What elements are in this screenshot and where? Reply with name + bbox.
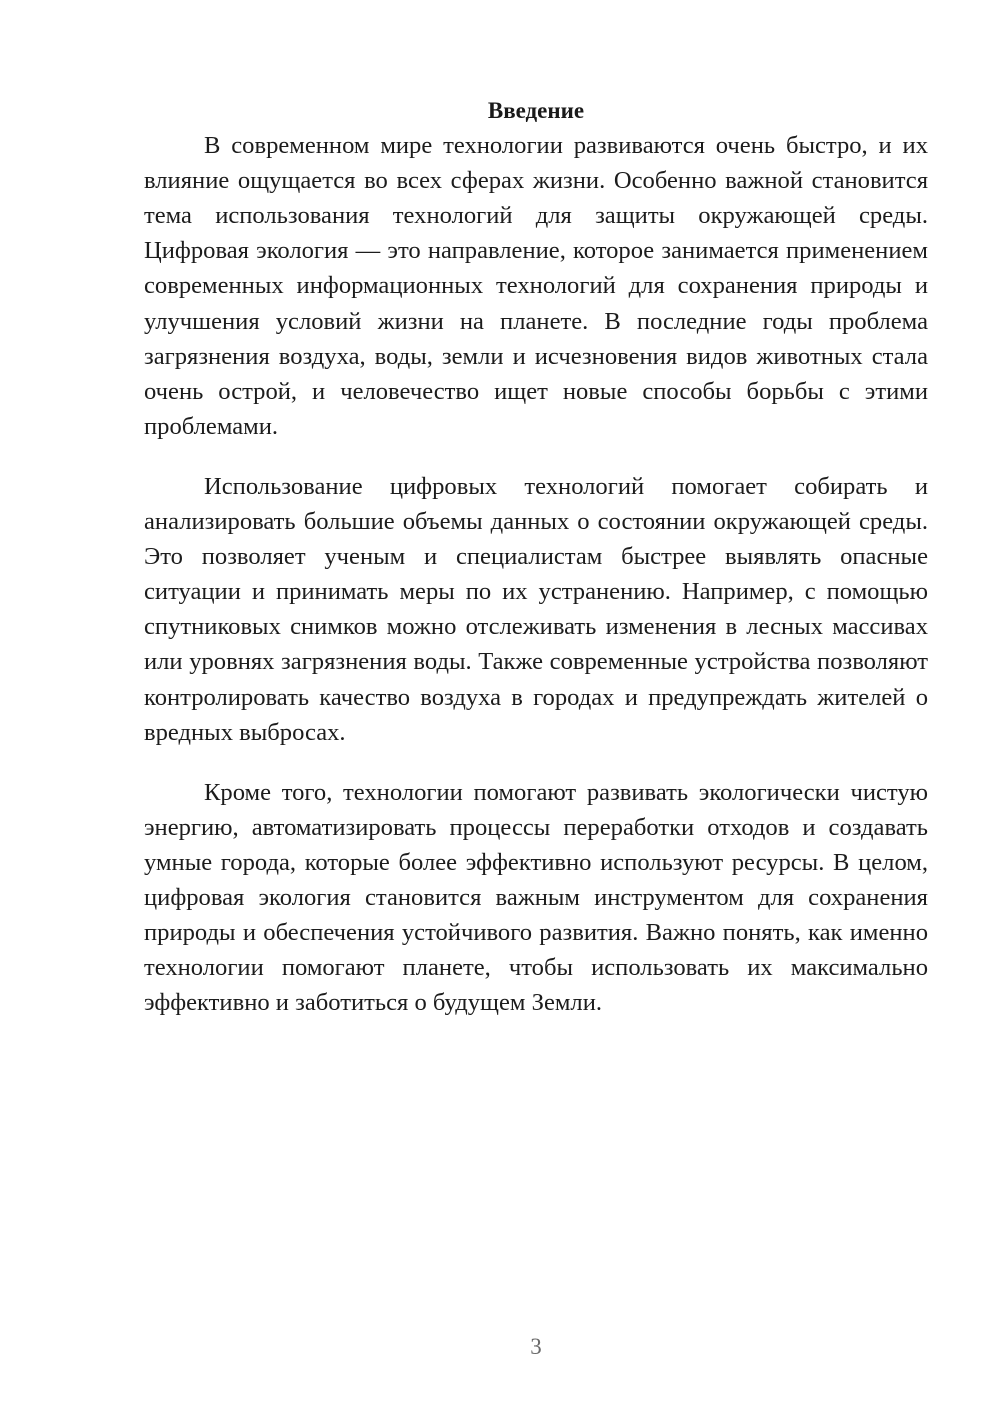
section-title: Введение [487,98,585,123]
paragraph-1: В современном мире технологии развиваются очень быстро, и их влияние ощущается во всех сферах жизни. Особенно важной становится тема использования технологий для защиты окружающей среды. Цифровая экология — это направление, которое занимается применением современных информационных технологий для сохранения природы и улучшения условий жизни на планете. В последние годы проблема загрязнения воздуха, воды, земли и исчезновения видов животных стала очень острой, и человечество ищет новые способы борьбы с этими проблемами. [144,132,928,440]
paragraph-2: Использование цифровых технологий помогает собирать и анализировать большие объемы данных о состоянии окружающей среды. Это позволяет ученым и специалистам быстрее выявлять опасные ситуации и принимать меры по их устранению. Например, с помощью спутниковых снимков можно отслеживать изменения в лесных массивах или уровнях загрязнения воды. Также современные устройства позволяют контролировать качество воздуха в городах и предупреждать жителей о вредных выбросах. [144,472,928,746]
page-number: 3 [530,1334,542,1359]
paragraph-3: Кроме того, технологии помогают развивать экологически чистую энергию, автоматизировать процессы переработки отходов и создавать умные города, которые более эффективно используют ресурсы. В целом, цифровая экология становится важным инструментом для сохранения природы и обеспечения устойчивого развития. Важно понять, как именно технологии помогают планете, чтобы использовать их максимально эффективно и заботиться о будущем Земли. [144,778,928,1017]
document-body [144,93,928,1020]
